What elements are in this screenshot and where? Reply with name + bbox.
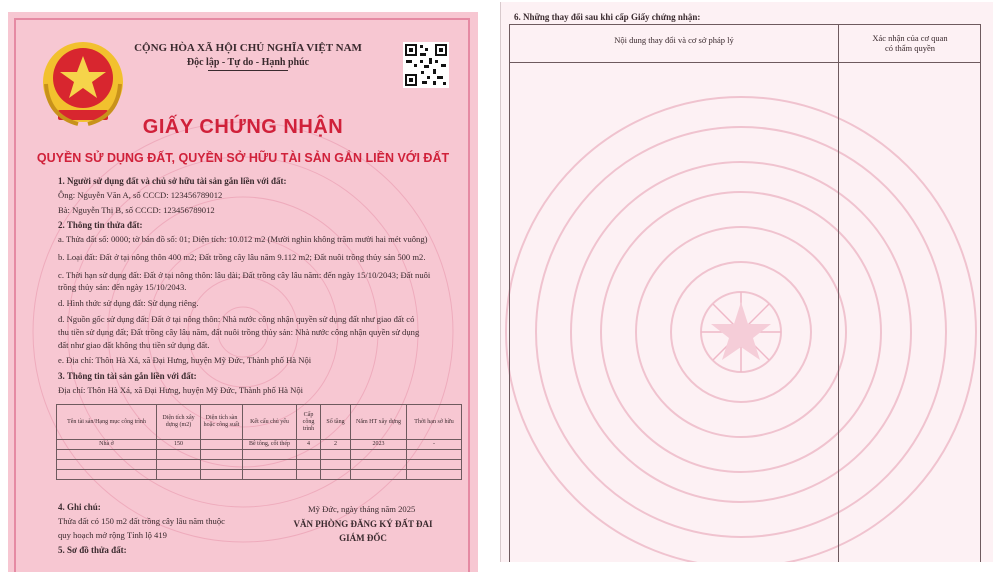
director-title: GIÁM ĐỐC: [339, 533, 387, 543]
table-row: [57, 450, 462, 460]
parcel-address: e. Địa chỉ: Thôn Hà Xá, xã Đại Hưng, huyện Mỹ Đức, Thành phố Hà Nội: [58, 355, 312, 365]
parcel-info-dd-line2: thu tiền sử dụng đất; Đất trồng cây lâu năm, đất nuôi trồng thủy sản: Nhà nước công nhận quyền sử dụng: [58, 327, 420, 337]
parcel-info-a: a. Thửa đất số: 0000; tờ bản đồ số: 01; Diện tích: 10.012 m2 (Mười nghìn không trăm mười hai mét vuông): [58, 234, 428, 244]
section-2-heading: 2. Thông tin thửa đất:: [58, 220, 143, 230]
section-1-heading: 1. Người sử dụng đất và chủ sở hữu tài sản gắn liền với đất:: [58, 176, 287, 186]
section-5-heading: 5. Sơ đồ thửa đất:: [58, 545, 127, 555]
table-row: [57, 470, 462, 480]
motto-underline: [208, 70, 288, 71]
table-header-cell: Diện tích xây dựng (m2): [157, 405, 201, 440]
table-header-cell: Kết cấu chủ yếu: [243, 405, 297, 440]
national-motto: Độc lập - Tự do - Hạnh phúc: [186, 57, 310, 68]
owner-1: Ông: Nguyễn Văn A, số CCCD: 123456789012: [58, 190, 223, 200]
owner-2: Bà: Nguyễn Thị B, số CCCD: 123456789012: [58, 205, 215, 215]
table-header-cell: Cấp công trình: [297, 405, 321, 440]
parcel-info-c-line2: trồng thủy sản: đến ngày 15/10/2043.: [58, 282, 187, 292]
table-header-cell: Số tầng: [321, 405, 351, 440]
national-title: CỘNG HÒA XÃ HỘI CHỦ NGHĨA VIỆT NAM: [134, 42, 362, 54]
confirmation-column-header: [840, 33, 980, 53]
table-cell: 2: [321, 440, 351, 450]
parcel-info-dd-line1: đ. Nguồn gốc sử dụng đất: Đất ở tại nông thôn: Nhà nước công nhận quyền sử dụng đất như giao đất có: [58, 314, 415, 324]
parcel-info-dd-line3: đất như giao đất không thu tiền sử dụng đất.: [58, 340, 210, 350]
qr-code: [403, 42, 449, 88]
table-header-cell: Tên tài sản/Hạng mục công trình: [57, 405, 157, 440]
table-row: [57, 440, 462, 450]
parcel-info-c-line1: c. Thời hạn sử dụng đất: Đất ở tại nông thôn: lâu dài; Đất trồng cây lâu năm: đến ngày 15/10/2043; Đất nuôi: [58, 270, 431, 280]
table-cell: 2023: [351, 440, 407, 450]
certificate-title: GIẤY CHỨNG NHẬN: [142, 116, 344, 138]
table-cell: 150: [157, 440, 201, 450]
table-cell: 4: [297, 440, 321, 450]
certificate-front-page: [8, 12, 478, 572]
asset-table: [56, 404, 462, 480]
table-header-cell: Thời hạn sở hữu: [407, 405, 462, 440]
issuing-office: VĂN PHÒNG ĐĂNG KÝ ĐẤT ĐAI: [293, 519, 433, 529]
table-cell: Nhà ở: [57, 440, 157, 450]
certificate-changes-page: [500, 2, 993, 562]
table-cell: -: [407, 440, 462, 450]
asset-table-header-row: [57, 405, 462, 440]
parcel-info-b: b. Loại đất: Đất ở tại nông thôn 400 m2; Đất trồng cây lâu năm 9.112 m2; Đất nuôi trồng thủy sản 500 m2.: [58, 252, 426, 262]
issue-date: Mỹ Đức, ngày tháng năm 2025: [308, 504, 416, 514]
table-cell: Bê tông, cốt thép: [243, 440, 297, 450]
table-header-cell: Năm HT xây dựng: [351, 405, 407, 440]
asset-address: Địa chỉ: Thôn Hà Xá, xã Đại Hưng, huyện Mỹ Đức, Thành phố Hà Nội: [58, 385, 304, 395]
changes-column-header: Nội dung thay đổi và cơ sở pháp lý: [614, 35, 734, 45]
note-line1: Thửa đất có 150 m2 đất trồng cây lâu năm thuộc: [58, 516, 225, 526]
header-divider: [510, 62, 980, 63]
changes-heading: 6. Những thay đổi sau khi cấp Giấy chứng nhận:: [514, 12, 701, 22]
table-cell: [201, 440, 243, 450]
table-row: [57, 460, 462, 470]
changes-table: [509, 24, 981, 562]
section-3-heading: 3. Thông tin tài sản gắn liền với đất:: [58, 371, 197, 381]
certificate-subtitle: QUYỀN SỬ DỤNG ĐẤT, QUYỀN SỞ HỮU TÀI SẢN GẮN LIỀN VỚI ĐẤT: [36, 151, 450, 165]
table-header-cell: Diện tích sàn hoặc công suất: [201, 405, 243, 440]
parcel-info-d: d. Hình thức sử dụng đất: Sử dụng riêng.: [58, 298, 199, 308]
confirmation-header-line2: có thẩm quyền: [884, 43, 936, 53]
note-line2: quy hoạch mở rộng Tỉnh lộ 419: [58, 530, 167, 540]
confirmation-header-line1: Xác nhận của cơ quan: [872, 33, 948, 43]
column-divider: [838, 25, 839, 562]
section-4-heading: 4. Ghi chú:: [58, 502, 101, 512]
